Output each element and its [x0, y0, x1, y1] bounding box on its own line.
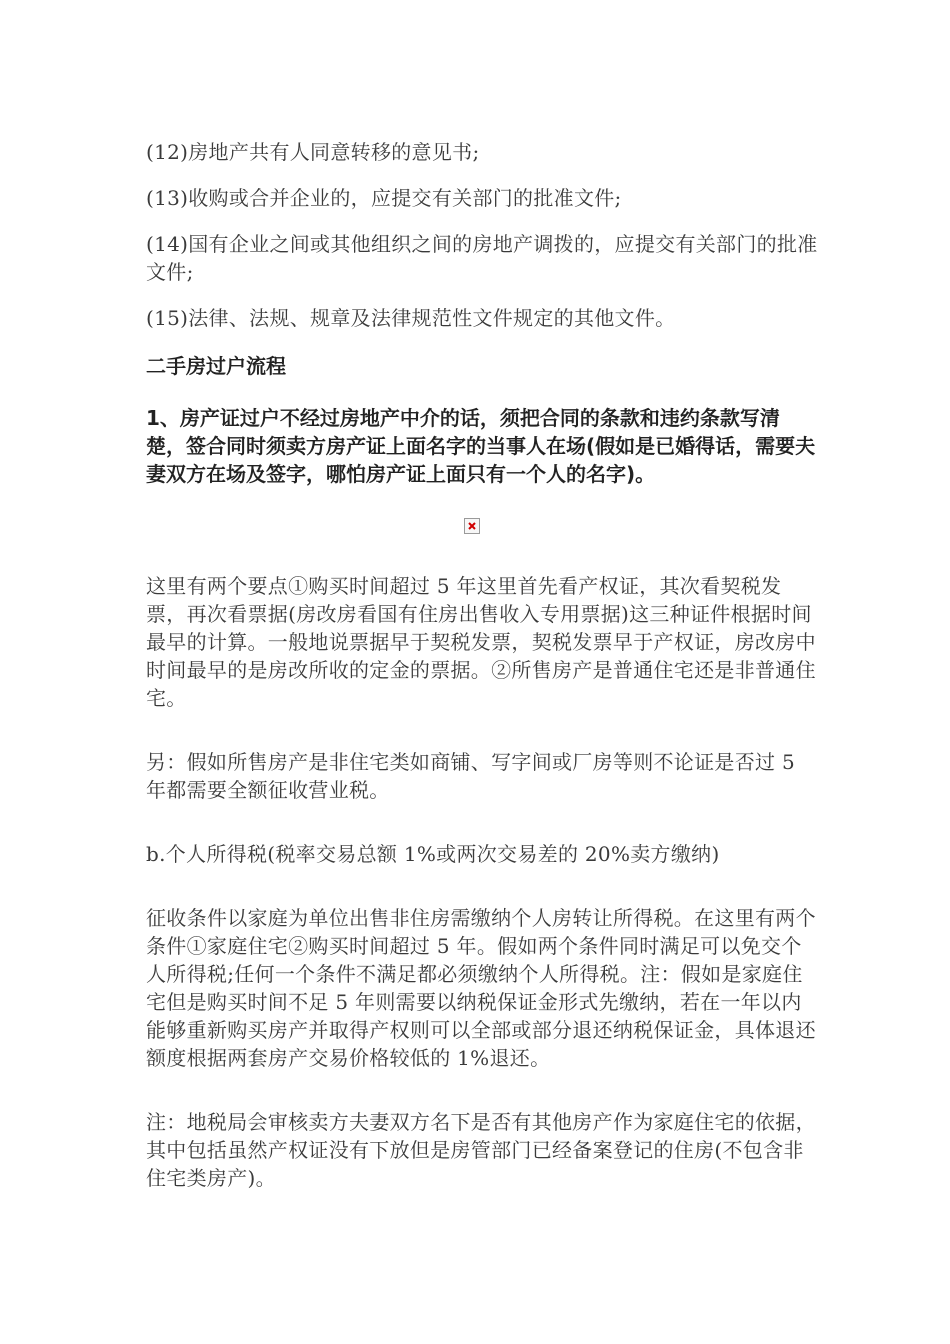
bold-paragraph: 1、房产证过户不经过房地产中介的话，须把合同的条款和违约条款写清楚，签合同时须卖方房产证上面名字的当事人在场(假如是已婚得话，需要夫妻双方在场及签字，哪怕房产证上面只有一个人的名字)。 — [146, 406, 816, 486]
list-item-13: (13)收购或合并企业的，应提交有关部门的批准文件; — [146, 186, 622, 210]
list-item-14: (14)国有企业之间或其他组织之间的房地产调拨的，应提交有关部门的批准文件; — [146, 232, 818, 284]
paragraph-income-tax-title: b.个人所得税(税率交易总额 1%或两次交易差的 20%卖方缴纳) — [146, 842, 720, 866]
paragraph-non-residential: 另：假如所售房产是非住宅类如商铺、写字间或厂房等则不论证是否过 5 年都需要全额征收营业税。 — [146, 750, 795, 802]
section-heading: 二手房过户流程 — [146, 354, 286, 378]
broken-image-icon — [464, 518, 480, 534]
document-page — [146, 138, 818, 1192]
paragraph-tax-review-note: 注：地税局会审核卖方夫妻双方名下是否有其他房产作为家庭住宅的依据，其中包括虽然产权证没有下放但是房管部门已经备案登记的住房(不包含非住宅类房产)。 — [146, 1110, 816, 1190]
paragraph-key-points: 这里有两个要点①购买时间超过 5 年这里首先看产权证，其次看契税发票，再次看票据(房改房看国有住房出售收入专用票据)这三种证件根据时间最早的计算。一般地说票据早于契税发票，契税发票早于产权证，房改房中时间最早的是房改所收的定金的票据。②所售房产是普通住宅还是非普通住宅。 — [146, 574, 816, 710]
list-item-15: (15)法律、法规、规章及法律规范性文件规定的其他文件。 — [146, 306, 676, 330]
paragraph-income-tax-conditions: 征收条件以家庭为单位出售非住房需缴纳个人房转让所得税。在这里有两个条件①家庭住宅②购买时间超过 5 年。假如两个条件同时满足可以免交个人所得税;任何一个条件不满足都必须缴纳个人所得税。注：假如是家庭住宅但是购买时间不足 5 年则需要以纳税保证金形式先缴纳，若在一年以内能够重新购买房产并取得产权则可以全部或部分退还纳税保证金，具体退还额度根据两套房产交易价格较低的 1%退还。 — [146, 906, 816, 1070]
list-item-12: (12)房地产共有人同意转移的意见书; — [146, 140, 480, 164]
